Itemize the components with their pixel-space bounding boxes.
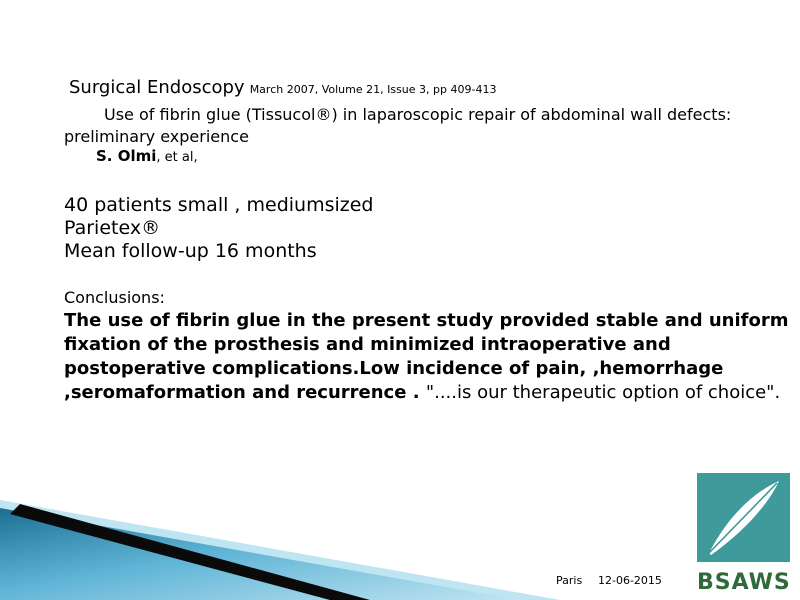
journal-name: Surgical Endoscopy	[69, 77, 245, 98]
author-name: S. Olmi	[96, 147, 157, 165]
author-suffix: , et al,	[156, 150, 198, 165]
journal-detail: March 2007, Volume 21, Issue 3, pp 409-413	[249, 83, 497, 96]
conclusions-body	[64, 309, 794, 405]
journal-citation	[69, 78, 496, 99]
conclusions-quote: "....is our therapeutic option of choice".	[425, 382, 781, 403]
decorative-wave	[0, 500, 560, 600]
footer-date: 12-06-2015	[598, 574, 662, 587]
logo-text: BSAWS	[697, 570, 791, 595]
bsaws-logo	[697, 473, 790, 562]
study-facts	[64, 194, 373, 263]
fact-mesh: Parietex®	[64, 217, 161, 239]
fact-patients: 40 patients small , mediumsized	[64, 194, 374, 216]
conclusions-text: The use of fibrin glue in the present study provided stable and uniform fixation of the prosthesis and minimized intraoperative and postoperative complications.Low incidence of pain, ,hemorrhage ,seromaformation and recurrence .	[64, 310, 789, 403]
article-authors	[96, 148, 198, 166]
conclusions-heading: Conclusions:	[64, 288, 165, 307]
article-title: Use of fibrin glue (Tissucol®) in laparoscopic repair of abdominal wall defects: preliminary experience	[64, 105, 732, 146]
fact-follow-up: Mean follow-up 16 months	[64, 240, 317, 262]
footer-place: Paris	[556, 574, 583, 587]
